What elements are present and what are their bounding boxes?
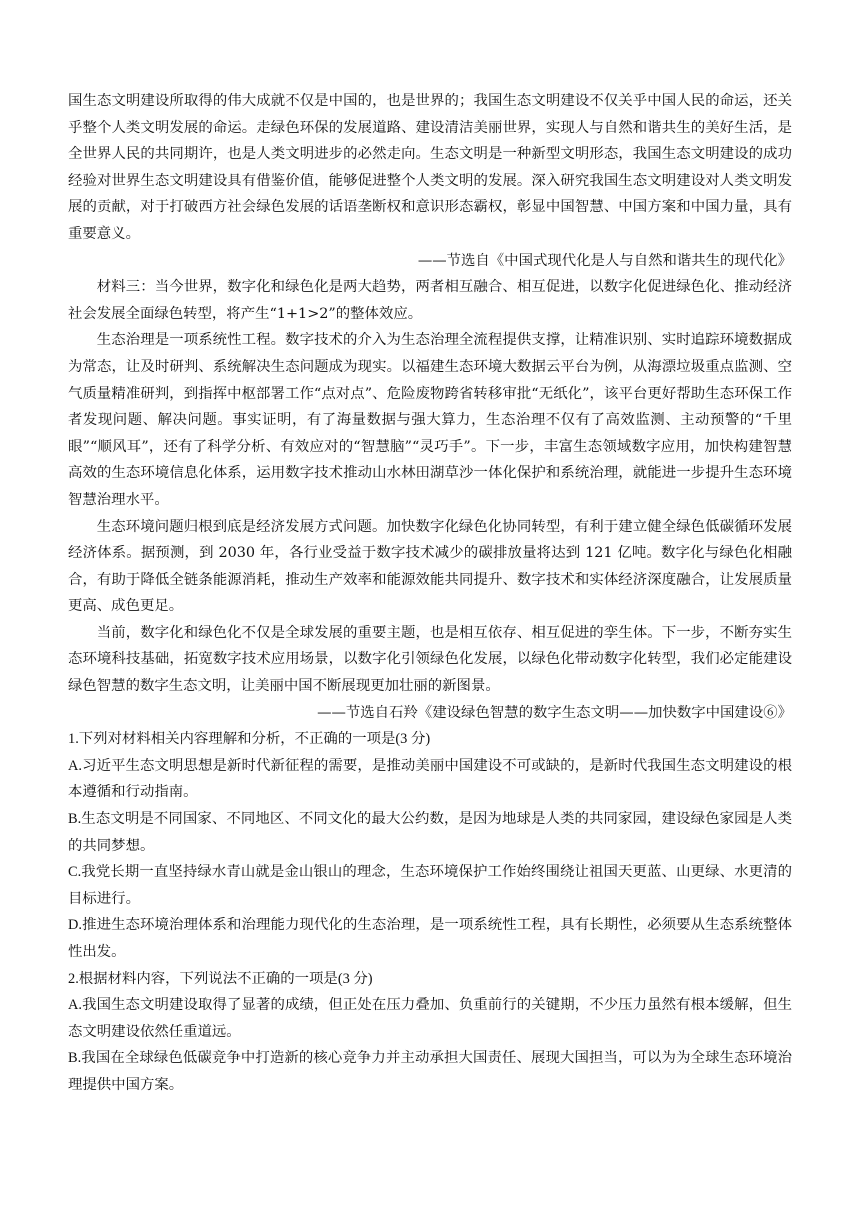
material-3-paragraph-3: 生态环境问题归根到底是经济发展方式问题。加快数字化绿色化协同转型，有利于建立健全绿色低碳循环发展经济体系。据预测，到 2030 年，各行业受益于数字技术减少的碳排放量将达到 121 亿吨。数字化与绿色化相融合，有助于降低全链条能源消耗，推动生产效率和能源效能共同提升、数字技术和实体经济深度融合，让发展质量更高、成色更足。 bbox=[68, 518, 792, 615]
passage-paragraph-1: 国生态文明建设所取得的伟大成就不仅是中国的，也是世界的；我国生态文明建设不仅关乎中国人民的命运，还关乎整个人类文明发展的命运。走绿色环保的发展道路、建设清洁美丽世界，实现人与自然和谐共生的美好生活，是全世界人民的共同期许，也是人类文明进步的必然走向。生态文明是一种新型文明形态，我国生态文明建设的成功经验对世界生态文明建设具有借鉴价值，能够促进整个人类文明的发展。深入研究我国生态文明建设对人类文明发展的贡献，对于打破西方社会绿色发展的话语垄断权和意识形态霸权，彰显中国智慧、中国方案和中国力量，具有重要意义。 bbox=[68, 93, 792, 242]
question-1-option-c: C.我党长期一直坚持绿水青山就是金山银山的理念，生态环境保护工作始终围绕让祖国天更蓝、山更绿、水更清的目标进行。 bbox=[68, 864, 792, 907]
source-citation-3: ——节选自石羚《建设绿色智慧的数字生态文明——加快数字中国建设⑥》 bbox=[317, 704, 792, 721]
question-2-stem: 2.根据材料内容，下列说法不正确的一项是(3 分) bbox=[68, 970, 373, 987]
material-3-intro: 材料三：当今世界，数字化和绿色化是两大趋势，两者相互融合、相互促进，以数字化促进绿色化、推动经济社会发展全面绿色转型，将产生“1+1>2”的整体效应。 bbox=[68, 279, 792, 322]
material-3-paragraph-4: 当前，数字化和绿色化不仅是全球发展的重要主题，也是相互依存、相互促进的孪生体。下一步，不断夯实生态环境科技基础，拓宽数字技术应用场景，以数字化引领绿色化发展，以绿色化带动数字化转型，我们必定能建设绿色智慧的数字生态文明，让美丽中国不断展现更加壮丽的新图景。 bbox=[68, 624, 792, 695]
question-2-option-b: B.我国在全球绿色低碳竞争中打造新的核心竞争力并主动承担大国责任、展现大国担当，可以为为全球生态环境治理提供中国方案。 bbox=[68, 1050, 792, 1093]
question-1-option-d: D.推进生态环境治理体系和治理能力现代化的生态治理，是一项系统性工程，具有长期性，必须要从生态系统整体性出发。 bbox=[68, 917, 792, 960]
question-2-option-a: A.我国生态文明建设取得了显著的成绩，但正处在压力叠加、负重前行的关键期，不少压力虽然有根本缓解，但生态文明建设依然任重道远。 bbox=[68, 997, 792, 1040]
source-citation-2: ——节选自《中国式现代化是人与自然和谐共生的现代化》 bbox=[417, 252, 792, 269]
material-3-paragraph-2: 生态治理是一项系统性工程。数字技术的介入为生态治理全流程提供支撑，让精准识别、实时追踪环境数据成为常态，让及时研判、系统解决生态问题成为现实。以福建生态环境大数据云平台为例，从海漂垃圾重点监测、空气质量精准研判，到指挥中枢部署工作“点对点”、危险废物跨省转移审批“无纸化”，该平台更好帮助生态环保工作者发现问题、解决问题。事实证明，有了海量数据与强大算力，生态治理不仅有了高效监测、主动预警的“千里眼”“顺风耳”，还有了科学分析、有效应对的“智慧脑”“灵巧手”。下一步，丰富生态领域数字应用，加快构建智慧高效的生态环境信息化体系，运用数字技术推动山水林田湖草沙一体化保护和系统治理，就能进一步提升生态环境智慧治理水平。 bbox=[68, 332, 792, 508]
document-page bbox=[68, 88, 792, 1099]
question-1-option-b: B.生态文明是不同国家、不同地区、不同文化的最大公约数，是因为地球是人类的共同家园，建设绿色家园是人类的共同梦想。 bbox=[68, 811, 792, 854]
question-1-stem: 1.下列对材料相关内容理解和分析，不正确的一项是(3 分) bbox=[68, 731, 431, 748]
question-1-option-a: A.习近平生态文明思想是新时代新征程的需要，是推动美丽中国建设不可或缺的，是新时代我国生态文明建设的根本遵循和行动指南。 bbox=[68, 757, 792, 801]
